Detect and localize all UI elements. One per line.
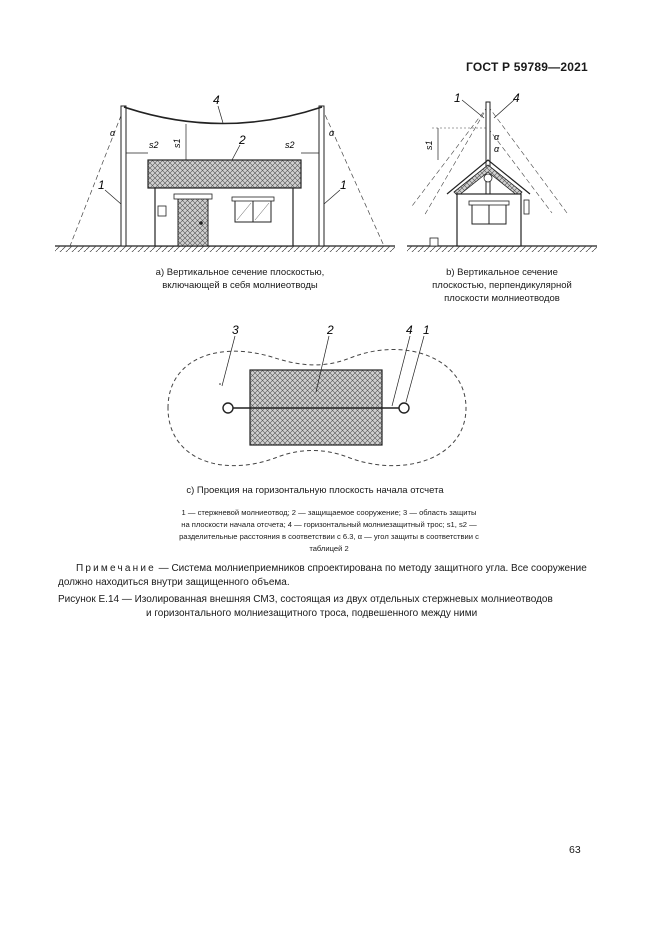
standard-number: ГОСТ Р 59789—2021 [466, 60, 588, 74]
callout-4-c: 4 [406, 323, 413, 337]
figure-b-caption-line1: b) Вертикальное сечение [446, 267, 558, 278]
dim-s1-b: s1 [424, 140, 434, 150]
note-paragraph [58, 562, 598, 590]
callout-3-c: 3 [232, 323, 239, 337]
legend-line4: таблицей 2 [309, 544, 349, 553]
callout-1-left: 1 [98, 178, 105, 192]
angle-alpha-left: α [110, 128, 116, 138]
figure-c-caption: c) Проекция на горизонтальную плоскость начала отсчета [186, 485, 444, 496]
angle-alpha-b1: α [494, 132, 500, 142]
angle-alpha-b2: α [494, 144, 500, 154]
callout-2-c: 2 [327, 323, 334, 337]
dim-s2-right: s2 [285, 140, 295, 150]
figure-a-caption-line1: a) Вертикальное сечение плоскостью, [155, 267, 325, 278]
figure-a-vertical-section [50, 88, 400, 263]
note-text: — Система молниеприемников спроектирована по методу защитного угла. Все сооружение должно находиться внутри защищенного объема. [58, 563, 587, 588]
callout-1-right: 1 [340, 178, 347, 192]
figure-b-vertical-section [402, 88, 602, 263]
callout-4-b: 4 [513, 91, 520, 105]
note-label: Примечание [76, 563, 156, 574]
figure-b-caption-line2: плоскостью, перпендикулярной [432, 280, 572, 291]
figure-legend [130, 507, 528, 555]
figure-a-caption-line2: включающей в себя молниеотводы [162, 280, 318, 291]
dim-s1: s1 [172, 138, 182, 148]
figure-caption-line1: Рисунок Е.14 — Изолированная внешняя СМЗ, состоящая из двух отдельных стержневых молниеотводов [58, 594, 553, 605]
legend-line1: 1 — стержневой молниеотвод; 2 — защищаемое сооружение; 3 — область защиты [181, 508, 477, 517]
dim-s2-left: s2 [149, 140, 159, 150]
figure-caption [58, 593, 598, 621]
angle-alpha-right: α [329, 128, 335, 138]
callout-2: 2 [239, 133, 246, 147]
figure-b-caption-line3: плоскости молниеотводов [444, 293, 560, 304]
legend-line3: разделительные расстояния в соответствии с 6.3, α — угол защиты в соответствии с [179, 532, 479, 541]
page-number: 63 [569, 844, 581, 856]
callout-1-c: 1 [423, 323, 430, 337]
legend-line2: на плоскости начала отсчета; 4 — горизонтальный молниезащитный трос; s1, s2 — [181, 520, 477, 529]
figure-caption-line2: и горизонтального молниезащитного троса, подвешенного между ними [146, 608, 478, 619]
callout-4: 4 [213, 93, 220, 107]
figure-c-horizontal-projection [160, 318, 480, 478]
callout-1-b: 1 [454, 91, 461, 105]
